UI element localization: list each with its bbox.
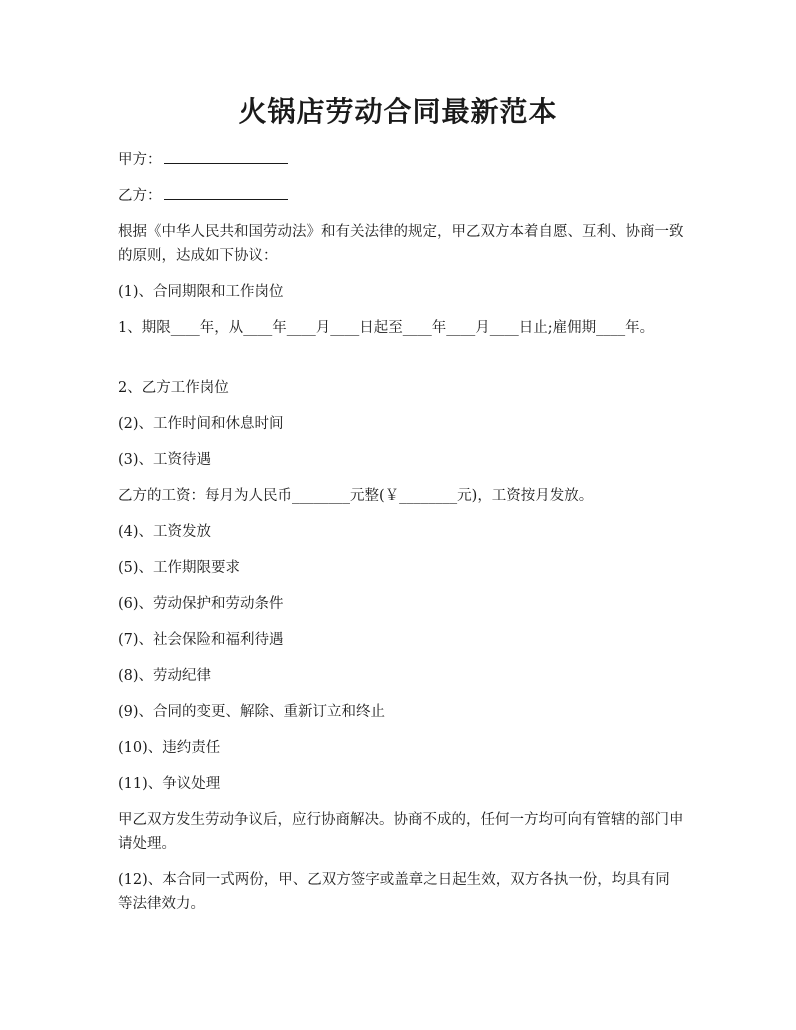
party-b-blank bbox=[164, 184, 288, 200]
party-b-line bbox=[118, 184, 684, 208]
section-11-heading: (11)、争议处理 bbox=[118, 776, 221, 792]
section-5-heading: (5)、工作期限要求 bbox=[118, 560, 241, 576]
party-a-label: 甲方： bbox=[118, 152, 162, 168]
section-7-heading: (7)、社会保险和福利待遇 bbox=[118, 632, 284, 648]
section-2-heading: (2)、工作时间和休息时间 bbox=[118, 416, 284, 432]
document-title: 火锅店劳动合同最新范本 bbox=[238, 95, 558, 128]
section-4-heading: (4)、工资发放 bbox=[118, 524, 212, 540]
section-8-heading: (8)、劳动纪律 bbox=[118, 668, 212, 684]
intro-paragraph: 根据《中华人民共和国劳动法》和有关法律的规定，甲乙双方本着自愿、互利、协商一致的原则，达成如下协议： bbox=[118, 224, 684, 264]
party-a-line bbox=[118, 148, 684, 172]
section-9-heading: (9)、合同的变更、解除、重新订立和终止 bbox=[118, 704, 386, 720]
section-1-position: 2、乙方工作岗位 bbox=[118, 380, 229, 396]
section-11-body: 甲乙双方发生劳动争议后，应行协商解决。协商不成的，任何一方均可向有管辖的部门申请处理。 bbox=[118, 812, 684, 852]
section-1-term: 1、期限____年，从____年____月____日起至____年____月____日止;雇佣期____年。 bbox=[118, 320, 655, 336]
party-a-blank bbox=[164, 148, 288, 164]
section-6-heading: (6)、劳动保护和劳动条件 bbox=[118, 596, 284, 612]
party-b-label: 乙方： bbox=[118, 188, 162, 204]
section-1-heading: (1)、合同期限和工作岗位 bbox=[118, 284, 284, 300]
section-3-wage: 乙方的工资：每月为人民币________元整(￥________元)，工资按月发放。 bbox=[118, 488, 594, 504]
section-12-body: (12)、本合同一式两份，甲、乙双方签字或盖章之日起生效，双方各执一份，均具有同等法律效力。 bbox=[118, 872, 670, 912]
section-3-heading: (3)、工资待遇 bbox=[118, 452, 212, 468]
section-10-heading: (10)、违约责任 bbox=[118, 740, 221, 756]
